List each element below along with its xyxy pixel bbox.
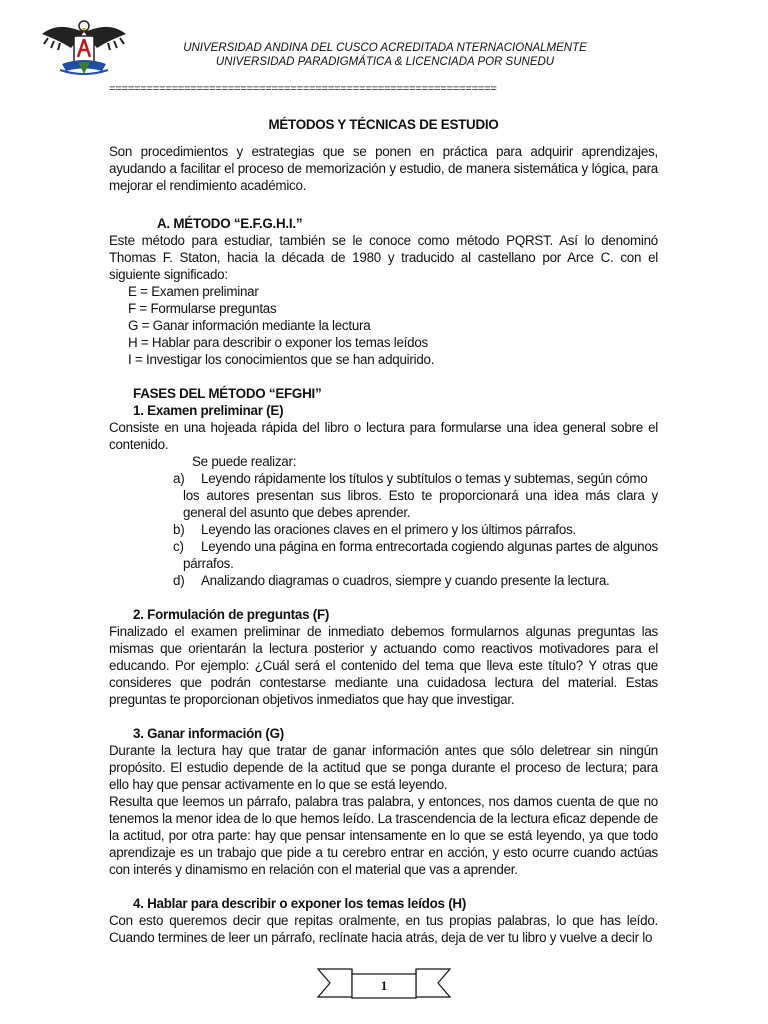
header-line-2: UNIVERSIDAD PARADIGMÁTICA & LICENCIADA POR SUNEDU bbox=[215, 56, 555, 68]
section-3-heading: 3. Ganar información (G) bbox=[133, 726, 284, 741]
page-number: 1 bbox=[380, 978, 388, 993]
list-item-text: Analizando diagramas o cuadros, siempre y cuando presente la lectura. bbox=[201, 573, 610, 588]
page-header bbox=[130, 41, 640, 69]
code-line: F = Formularse preguntas bbox=[128, 301, 277, 316]
list-item bbox=[109, 470, 658, 521]
method-heading: A. MÉTODO “E.F.G.H.I.” bbox=[157, 216, 303, 231]
list-marker: d) bbox=[173, 573, 185, 588]
section-4-heading: 4. Hablar para describir o exponer los temas leídos (H) bbox=[133, 896, 467, 911]
list-item bbox=[109, 521, 658, 538]
section-4-paragraph: Con esto queremos decir que repitas oralmente, en tus propias palabras, lo que has leído. Cuando termines de leer un párrafo, reclínate hacia atrás, deja de ver tu libro y vuelve a decir lo bbox=[109, 913, 658, 945]
intro-paragraph: Son procedimientos y estrategias que se ponen en práctica para adquirir aprendizajes, ayudando a facilitar el proceso de memorización y estudio, de manera sistemática y lógica, para mejorar el rendimiento académico. bbox=[109, 144, 658, 193]
section-1-list-intro: Se puede realizar: bbox=[192, 454, 297, 469]
section-1-paragraph: Consiste en una hojeada rápida del libro o lectura para formularse una idea general sobre el contenido. bbox=[109, 420, 658, 452]
code-line: H = Hablar para describir o exponer los temas leídos bbox=[128, 335, 428, 350]
list-item-text: Leyendo las oraciones claves en el primero y los últimos párrafos. bbox=[201, 522, 576, 537]
list-item-continuation: párrafos. bbox=[183, 556, 234, 571]
list-item bbox=[109, 538, 658, 572]
list-item-continuation: los autores presentan sus libros. Esto te proporcionará una idea más clara y general del asunto que debes aprender. bbox=[183, 488, 658, 520]
list-item-text: Leyendo rápidamente los títulos y subtítulos o temas y subtemas, según cómo bbox=[201, 471, 648, 486]
section-3-paragraph-1: Durante la lectura hay que tratar de ganar información antes que sólo deletrear sin ningún propósito. El estudio depende de la actitud que se ponga durante el proceso de lectura; para ello hay que pensar activamente en lo que se está leyendo. bbox=[109, 743, 658, 792]
method-paragraph: Este método para estudiar, también se le conoce como método PQRST. Así lo denominó Thomas F. Staton, hacia la década de 1980 y traducido al castellano por Arce C. con el siguiente significado: bbox=[109, 233, 658, 282]
code-line: G = Ganar información mediante la lectura bbox=[128, 318, 371, 333]
header-rule: ============================================================== bbox=[109, 84, 497, 96]
header-line-1: UNIVERSIDAD ANDINA DEL CUSCO ACREDITADA NTERNACIONALMENTE bbox=[183, 42, 587, 54]
list-marker: a) bbox=[173, 471, 185, 486]
section-1-heading: 1. Examen preliminar (E) bbox=[133, 403, 284, 418]
document-title: MÉTODOS Y TÉCNICAS DE ESTUDIO bbox=[268, 117, 499, 132]
list-marker: b) bbox=[173, 522, 185, 537]
code-line: I = Investigar los conocimientos que se han adquirido. bbox=[128, 352, 435, 367]
list-item bbox=[109, 572, 658, 589]
section-2-heading: 2. Formulación de preguntas (F) bbox=[133, 607, 330, 622]
section-2-paragraph: Finalizado el examen preliminar de inmediato debemos formularnos algunas preguntas las mismas que orientarán la lectura posterior y actuando como reactivos motivadores para el educando. Por ejemplo: ¿Cuál será el contenido del tema que lleva este título? Y otras que consideres que podrán contestarse mediante una cuidadosa lectura del material. Estas preguntas te proporcionan objetivos inmediatos que hay que investigar. bbox=[109, 624, 658, 707]
list-item-text: Leyendo una página en forma entrecortada cogiendo algunas partes de algunos bbox=[201, 539, 658, 554]
section-3-paragraph-2: Resulta que leemos un párrafo, palabra tras palabra, y entonces, nos damos cuenta de que no tenemos la menor idea de lo que hemos leído. La trascendencia de la lectura eficaz depende de la actitud, por otra parte: hay que pensar intensamente en lo que se está leyendo, ya que todo aprendizaje es un trabajo que pide a tu cerebro entrar en acción, y esto ocurre cuando actúas con interés y dinamismo en relación con el material que vas a aprender. bbox=[109, 794, 658, 877]
document-body bbox=[109, 116, 658, 946]
list-marker: c) bbox=[173, 539, 184, 554]
code-line: E = Examen preliminar bbox=[128, 284, 259, 299]
phases-heading: FASES DEL MÉTODO “EFGHI” bbox=[133, 386, 322, 401]
university-crest-logo bbox=[38, 14, 130, 82]
